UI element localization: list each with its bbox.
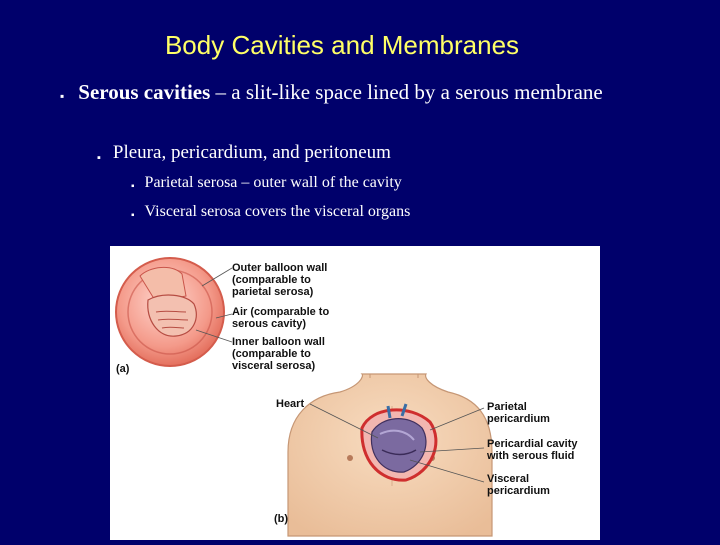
label-air [232,306,329,330]
label-line: Parietal [487,401,527,413]
label-line: parietal serosa) [232,286,314,298]
bullet-serous-cavities [60,80,620,109]
bullet-parietal-serosa [131,173,611,197]
bullet-marker-icon: ▪ [131,181,135,192]
balloon-diagram [116,258,224,366]
label-line: (comparable to [232,274,311,286]
bullet-marker-icon: ▪ [131,210,135,221]
label-visceral-pericardium [487,473,550,497]
bullet-text: Parietal serosa – outer wall of the cavity [144,174,402,191]
label-inner-balloon-wall [232,336,325,372]
serous-membrane-figure [110,246,600,540]
label-line: Visceral [487,473,530,485]
bullet-marker-icon: ▪ [60,89,65,103]
label-line: with serous fluid [487,450,575,462]
bullet-marker-icon: ▪ [97,152,101,164]
label-line: Heart [276,398,305,410]
label-pericardial-cavity [487,438,578,462]
label-line: visceral serosa) [232,360,316,372]
bullet-text: Pleura, pericardium, and peritoneum [112,142,391,163]
bullet-text: Visceral serosa covers the visceral organs [144,203,411,220]
label-line: serous cavity) [232,318,306,330]
panel-b-label: (b) [274,513,289,525]
label-line: Outer balloon wall [232,262,328,274]
bullet-visceral-serosa [131,202,611,226]
slide-title: Body Cavities and Membranes [164,30,520,60]
label-line: pericardium [487,485,550,497]
label-line: (comparable to [232,348,311,360]
label-line: pericardium [487,413,550,425]
bullet-definition: – a slit-like space lined by a serous membrane [210,80,603,104]
label-line: Pericardial cavity [487,438,578,450]
bullet-text [78,80,603,109]
label-parietal-pericardium [487,401,550,425]
label-line: Air (comparable to [232,306,330,318]
bullet-pleura [97,141,617,170]
panel-a-label: (a) [116,363,130,375]
bullet-term: Serous cavities [78,80,211,104]
label-outer-balloon-wall [232,262,327,298]
label-line: Inner balloon wall [232,336,325,348]
label-heart [276,398,304,410]
